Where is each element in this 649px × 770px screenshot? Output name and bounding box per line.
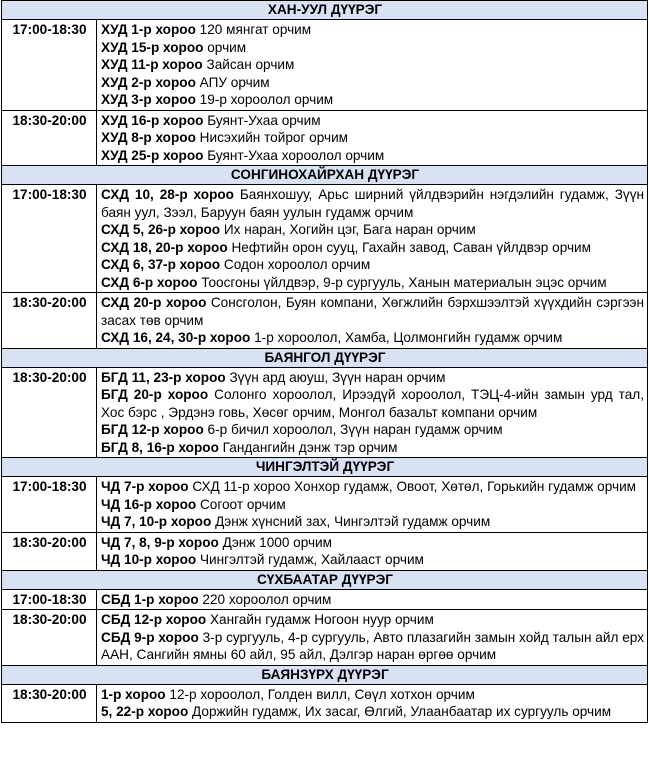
schedule-row [2,293,648,349]
khoroo-code: ХУД 1-р хороо [101,22,196,37]
khoroo-code: СХД 6, 37-р хороо [101,257,221,272]
district-header-row [2,665,648,684]
area-description: Их наран, Хогийн цэг, Бага наран орчим [220,222,476,237]
area-entry [101,686,644,704]
khoroo-code: СХД 16, 24, 30-р хороо [101,330,251,345]
area-entry [101,274,644,292]
schedule-row [2,589,648,610]
khoroo-code: ХУД 11-р хороо [101,57,203,72]
khoroo-code: 5, 22-р хороо [101,704,189,719]
area-description: Тоосгоны үйлдвэр, 9-р сургууль, Ханын материалын эцэс орчим [197,274,607,290]
area-entry [101,703,644,721]
khoroo-code: ЧД 7-р хороо [101,479,189,494]
area-entry [101,186,644,221]
area-description: 12-р хороолол, Голден вилл, Сөүл хотхон орчим [165,686,475,702]
area-entry [101,239,644,257]
area-description: Дэнж 1000 орчим [218,534,333,550]
district-title: БАЯНЗҮРХ ДҮҮРЭГ [2,665,648,684]
area-description: орчим [203,39,247,55]
khoroo-code: ЧД 7, 8, 9-р хороо [101,534,219,550]
area-entry [101,329,644,347]
affected-areas [97,477,648,533]
area-description: Зүүн ард аюуш, Зүүн наран орчим [225,369,446,385]
khoroo-code: СБД 9-р хороо [101,629,199,645]
area-description: 220 хороолол орчим [198,591,332,607]
area-description: Сонсголон, Буян компани, Хөгжлийн бэрхшээлтэй хүүхдийн сэргээн засах төв орчим [101,295,645,328]
area-entry [101,56,644,74]
schedule-row [2,477,648,533]
area-entry [101,294,644,329]
area-entry [101,386,644,421]
area-description: 6-р бичил хороолол, Зүүн наран гудамж орчим [203,422,503,437]
khoroo-code: СХД 18, 20-р хороо [101,239,228,255]
khoroo-code: БГД 8, 16-р хороо [101,439,219,455]
area-description: Гандангийн дэнж тэр орчим [218,439,398,455]
affected-areas [97,532,648,570]
khoroo-code: БГД 20-р хороо [101,387,209,402]
area-description: 3-р сургууль, 4-р сургууль, Авто плазагийн замын хойд талын айл ерх ААН, Сангийн ямны 60 айл, 95 айл, Дэлгэр наран өргөө орчим [101,629,644,662]
area-description: Содон хороолол орчим [220,257,371,272]
time-slot: 18:30-20:00 [2,532,97,570]
khoroo-code: СХД 5, 26-р хороо [101,222,221,237]
khoroo-code: ХУД 8-р хороо [101,130,196,145]
area-entry [101,74,644,92]
khoroo-code: ХУД 16-р хороо [101,112,204,128]
time-slot: 17:00-18:30 [2,20,97,111]
outage-schedule-table [1,0,648,723]
khoroo-code: ХУД 25-р хороо [101,147,204,163]
schedule-row [2,367,648,458]
district-title: БАЯНГОЛ ДҮҮРЭГ [2,348,648,367]
area-description: Буянт-Ухаа хороолол орчим [203,147,385,163]
schedule-row [2,20,648,111]
khoroo-code: ЧД 10-р хороо [101,552,197,567]
time-slot: 17:00-18:30 [2,185,97,293]
area-description: 120 мянгат орчим [195,22,312,37]
khoroo-code: СХД 20-р хороо [101,295,207,310]
area-entry [101,221,644,239]
khoroo-code: СБД 1-р хороо [101,591,199,607]
district-title: СОНГИНОХАЙРХАН ДҮҮРЭГ [2,166,648,185]
affected-areas [97,684,648,722]
district-header-row [2,570,648,589]
schedule-row [2,185,648,293]
area-description: Буянт-Ухаа орчим [203,112,321,128]
time-slot: 18:30-20:00 [2,684,97,722]
area-entry [101,591,644,609]
khoroo-code: СБД 12-р хороо [101,612,207,627]
area-description: АПУ орчим [195,74,270,90]
khoroo-code: 1-р хороо [101,686,166,702]
khoroo-code: ХУД 3-р хороо [101,92,196,107]
affected-areas [97,293,648,349]
area-entry [101,112,644,130]
area-description: Чингэлтэй гудамж, Хайлааст орчим [196,552,424,567]
area-description: Дэнж хүнсний зах, Чингэлтэй гудамж орчим [211,514,491,529]
area-entry [101,611,644,629]
affected-areas [97,610,648,666]
area-description: Нефтийн орон сууц, Гахайн завод, Саван үйлдвэр орчим [227,239,591,255]
area-entry [101,513,644,531]
schedule-row [2,110,648,166]
area-description: Доржийн гудамж, Их засаг, Өлгий, Улаанбаатар их сургууль орчим [188,704,612,719]
area-description: Согоот орчим [196,496,286,512]
khoroo-code: ХУД 2-р хороо [101,74,196,90]
district-header-row [2,1,648,20]
area-entry [101,496,644,514]
area-entry [101,439,644,457]
affected-areas [97,185,648,293]
area-description: Нисэхийн тойрог орчим [195,130,349,145]
khoroo-code: БГД 11, 23-р хороо [101,369,226,385]
district-title: ХАН-УУЛ ДҮҮРЭГ [2,1,648,20]
time-slot: 18:30-20:00 [2,293,97,349]
area-description: 1-р хороолол, Хамба, Цолмонгийн гудамж орчим [250,330,563,345]
area-description: Солонго хороолол, Ирээдүй хороолол, ТЭЦ-4-ийн замын урд тал, Хос бэрс , Эрдэнэ говь, Хөсөг орчим, Монгол базальт компани орчим [101,387,644,420]
khoroo-code: СХД 10, 28-р хороо [101,187,234,202]
time-slot: 18:30-20:00 [2,110,97,166]
time-slot: 18:30-20:00 [2,610,97,666]
khoroo-code: СХД 6-р хороо [101,274,198,290]
khoroo-code: ЧД 7, 10-р хороо [101,514,212,529]
area-description: Зайсан орчим [202,57,295,72]
area-description: 19-р хороолол орчим [195,92,334,107]
area-entry [101,39,644,57]
district-header-row [2,348,648,367]
area-entry [101,629,644,664]
area-entry [101,147,644,165]
schedule-row [2,684,648,722]
district-title: СҮХБААТАР ДҮҮРЭГ [2,570,648,589]
area-entry [101,21,644,39]
affected-areas [97,110,648,166]
time-slot: 17:00-18:30 [2,477,97,533]
area-entry [101,478,644,496]
area-description: Хангайн гудамж Ногоон нуур орчим [206,612,434,627]
area-entry [101,551,644,569]
district-header-row [2,166,648,185]
khoroo-code: ЧД 16-р хороо [101,496,197,512]
area-entry [101,534,644,552]
affected-areas [97,20,648,111]
schedule-row [2,532,648,570]
area-entry [101,91,644,109]
area-entry [101,129,644,147]
area-entry [101,369,644,387]
khoroo-code: ХУД 15-р хороо [101,39,204,55]
time-slot: 18:30-20:00 [2,367,97,458]
district-title: ЧИНГЭЛТЭЙ ДҮҮРЭГ [2,458,648,477]
area-description: Баянхошуу, Арьс ширний үйлдвэрийн нэгдэлийн гудамж, Зүүн баян уул, Зээл, Баруун баян уулын гудамж орчим [101,187,644,220]
area-description: СХД 11-р хороо Хонхор гудамж, Овоот, Хөтөл, Горькийн гудамж орчим [188,479,637,494]
time-slot: 17:00-18:30 [2,589,97,610]
khoroo-code: БГД 12-р хороо [101,422,204,437]
schedule-row [2,610,648,666]
affected-areas [97,589,648,610]
district-header-row [2,458,648,477]
area-entry [101,421,644,439]
area-entry [101,256,644,274]
affected-areas [97,367,648,458]
